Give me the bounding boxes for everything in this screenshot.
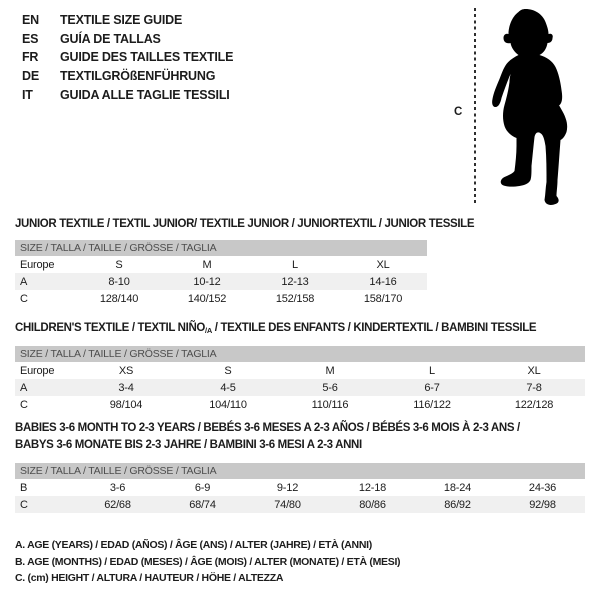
cell: 98/104 bbox=[109, 398, 143, 411]
size-header-bar: SIZE / TALLA / TAILLE / GRÖSSE / TAGLIA bbox=[15, 463, 585, 479]
height-reference-dashed-line bbox=[474, 8, 476, 206]
cell: 3-4 bbox=[118, 381, 134, 394]
language-row-it bbox=[22, 85, 233, 104]
cell: 14-16 bbox=[369, 275, 397, 288]
language-code: IT bbox=[22, 87, 33, 102]
cell: 3-6 bbox=[109, 481, 126, 494]
cell: 12-13 bbox=[281, 275, 309, 288]
junior-size-table bbox=[15, 240, 427, 307]
cell: 24-36 bbox=[528, 481, 557, 494]
height-figure bbox=[440, 0, 600, 215]
language-row-en bbox=[22, 11, 233, 30]
language-code: EN bbox=[22, 13, 39, 28]
row-label: A bbox=[20, 275, 28, 288]
cell: 10-12 bbox=[193, 275, 221, 288]
junior-table-title: JUNIOR TEXTILE / TEXTIL JUNIOR/ TEXTILE JUNIOR / JUNIORTEXTIL / JUNIOR TESSILE bbox=[15, 218, 475, 230]
cell: 74/80 bbox=[274, 498, 301, 511]
row-label: Europe bbox=[20, 364, 55, 377]
table-row-height bbox=[15, 396, 585, 413]
language-row-fr bbox=[22, 48, 233, 67]
language-title: TEXTILE SIZE GUIDE bbox=[60, 13, 183, 28]
cell: 12-18 bbox=[358, 481, 387, 494]
cell: 8-10 bbox=[108, 275, 130, 288]
footnote-b: B. AGE (MONTHS) / EDAD (MESES) / ÂGE (MOIS) / ALTER (MONATE) / ETÀ (MESI) bbox=[15, 555, 401, 568]
table-row-height bbox=[15, 290, 427, 307]
table-row-months bbox=[15, 479, 585, 496]
title-subscript: /A bbox=[205, 326, 212, 335]
children-table-title bbox=[15, 320, 536, 339]
cell: 9-12 bbox=[276, 481, 299, 494]
cell: XS bbox=[118, 364, 134, 377]
cell: 92/98 bbox=[529, 498, 556, 511]
cell: L bbox=[292, 258, 298, 271]
size-header-bar: SIZE / TALLA / TAILLE / GRÖSSE / TAGLIA bbox=[15, 346, 585, 362]
table-rows bbox=[15, 479, 585, 513]
cell: 122/128 bbox=[514, 398, 554, 411]
title-line-2: BABYS 3-6 MONATE BIS 2-3 JAHRE / BAMBINI 3-6 MESI A 2-3 ANNI bbox=[15, 439, 362, 451]
cell: 4-5 bbox=[220, 381, 236, 394]
table-row-age bbox=[15, 379, 585, 396]
cell: 152/158 bbox=[275, 292, 315, 305]
row-label: C bbox=[20, 498, 28, 511]
cell: S bbox=[224, 364, 232, 377]
language-row-es bbox=[22, 30, 233, 49]
language-code: ES bbox=[22, 31, 39, 46]
cell: 7-8 bbox=[526, 381, 542, 394]
table-rows bbox=[15, 362, 585, 413]
table-row-age bbox=[15, 273, 427, 290]
babies-size-table bbox=[15, 463, 585, 513]
row-label: A bbox=[20, 381, 28, 394]
cell: 116/122 bbox=[413, 398, 451, 411]
language-title: GUIDA ALLE TAGLIE TESSILI bbox=[60, 87, 230, 102]
table-row-europe bbox=[15, 256, 427, 273]
row-label: C bbox=[20, 398, 28, 411]
language-code: FR bbox=[22, 50, 39, 65]
babies-table-title bbox=[15, 420, 520, 454]
cell: M bbox=[202, 258, 212, 271]
cell: 104/110 bbox=[209, 398, 247, 411]
cell: 80/86 bbox=[359, 498, 386, 511]
language-title: GUIDE DES TAILLES TEXTILE bbox=[60, 50, 234, 65]
cell: L bbox=[429, 364, 435, 377]
cell: M bbox=[325, 364, 335, 377]
table-row-height bbox=[15, 496, 585, 513]
language-title: GUÍA DE TALLAS bbox=[60, 31, 161, 46]
language-title: TEXTILGRÖßENFÜHRUNG bbox=[60, 69, 216, 84]
cell: 62/68 bbox=[104, 498, 131, 511]
height-measure-label: C bbox=[454, 106, 463, 118]
cell: XL bbox=[527, 364, 541, 377]
title-text: / TEXTILE DES ENFANTS / KINDERTEXTIL / BAMBINI TESSILE bbox=[211, 322, 537, 334]
row-label: Europe bbox=[20, 258, 55, 271]
cell: 6-7 bbox=[424, 381, 440, 394]
title-text: CHILDREN'S TEXTILE / TEXTIL NIÑO bbox=[15, 322, 206, 334]
footnote-a: A. AGE (YEARS) / EDAD (AÑOS) / ÂGE (ANS) / ALTER (JAHRE) / ETÀ (ANNI) bbox=[15, 539, 372, 551]
cell: 6-9 bbox=[194, 481, 211, 494]
title-line-1: BABIES 3-6 MONTH TO 2-3 YEARS / BEBÉS 3-6 MESES A 2-3 AÑOS / BÉBÉS 3-6 MOIS À 2-3 ANS / bbox=[15, 422, 520, 434]
cell: XL bbox=[376, 258, 390, 271]
row-label: C bbox=[20, 292, 28, 305]
row-label: B bbox=[20, 481, 28, 494]
footnotes bbox=[15, 537, 400, 587]
cell: 158/170 bbox=[363, 292, 403, 305]
cell: 140/152 bbox=[187, 292, 227, 305]
cell: 110/116 bbox=[311, 398, 349, 411]
language-code: DE bbox=[22, 69, 39, 84]
table-rows bbox=[15, 256, 427, 307]
table-row-europe bbox=[15, 362, 585, 379]
cell: 86/92 bbox=[444, 498, 471, 511]
cell: 68/74 bbox=[189, 498, 216, 511]
cell: 5-6 bbox=[322, 381, 338, 394]
language-legend bbox=[22, 11, 233, 104]
cell: 128/140 bbox=[99, 292, 139, 305]
cell: 18-24 bbox=[443, 481, 472, 494]
language-row-de bbox=[22, 67, 233, 86]
footnote-c: C. (cm) HEIGHT / ALTURA / HAUTEUR / HÖHE / ALTEZZA bbox=[15, 572, 284, 584]
toddler-silhouette-icon bbox=[486, 8, 586, 208]
cell: S bbox=[115, 258, 123, 271]
size-header-bar: SIZE / TALLA / TAILLE / GRÖSSE / TAGLIA bbox=[15, 240, 427, 256]
children-size-table bbox=[15, 346, 585, 413]
